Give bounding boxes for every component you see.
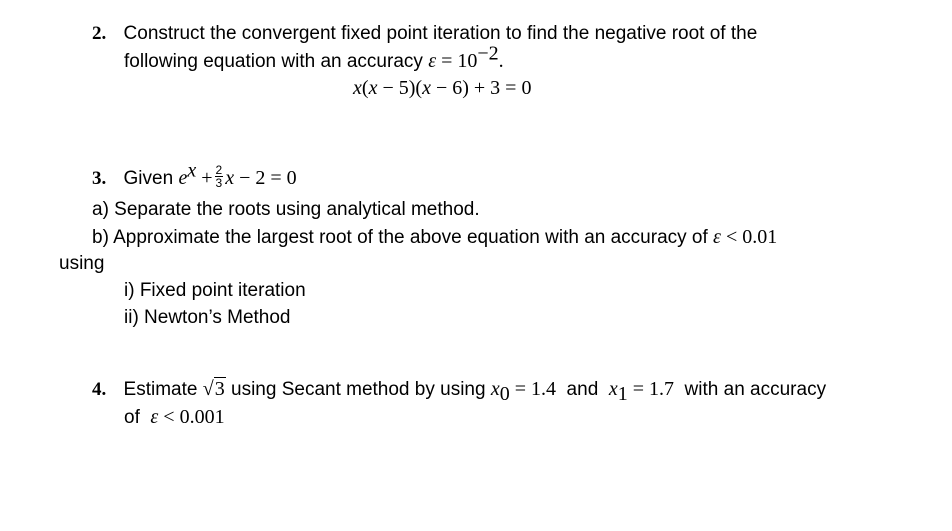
q3-sub-ii: ii) Newton’s Method [124,307,291,328]
q3-part-b-val: < 0.01 [720,226,778,248]
q2-exponent: −2 [477,42,499,65]
frac-denominator: 3 [215,176,223,191]
q4-x0-val: = 1.4 [509,378,556,400]
q2-line1 [92,22,757,46]
q3-fraction [215,164,224,189]
q2-line2 [124,42,504,74]
q4-x1-sub: 1 [617,382,628,405]
q4-and: and [556,379,609,400]
q3-part-b [92,225,777,250]
eq-var: x [368,77,378,99]
q2-text-line1: Construct the convergent fixed point iteration to find the negative root of the [123,23,758,44]
q3-plus: + [196,167,213,189]
frac-numerator: 2 [215,163,223,178]
q3-rest: − 2 = 0 [234,167,297,189]
q4-x1: x [608,378,618,400]
eq-part: − 5)( [377,77,423,99]
q2-epsilon: ε [428,50,437,72]
q3-number: 3. [92,168,107,189]
q2-equation [353,76,531,100]
q3-part-b-eps: ε [713,226,721,248]
q3-part-b-text: b) Approximate the largest root of the above equation with an accuracy of [92,227,714,248]
q4-x1-val: = 1.7 [627,378,674,400]
q3-exp: x [187,159,197,182]
q2-eq: = 10 [436,50,478,72]
q4-number: 4. [92,379,107,400]
q4-eps: ε [150,406,159,428]
q3-using: using [59,253,105,274]
q4-x0-sub: 0 [499,382,510,405]
q4-eps-val: < 0.001 [158,406,225,428]
q2-period: . [498,50,504,72]
eq-part: − 6) + 3 = 0 [430,77,532,99]
q3-given: Given [123,168,179,189]
q3-x: x [225,167,235,189]
q4-line1 [92,377,827,405]
q4-sqrt [203,377,226,401]
sqrt-symbol: √ [202,378,214,400]
eq-paren: ( [361,77,369,99]
q4-text3: with an accuracy [674,379,827,400]
sqrt-argument: 3 [214,378,225,400]
q3-part-a: a) Separate the roots using analytical method. [92,199,480,220]
eq-var: x [353,77,362,99]
q4-x0: x [490,378,500,400]
q4-of: of [124,407,151,428]
q3-e: e [178,167,188,189]
q2-text-line2: following equation with an accuracy [124,51,429,72]
q3-sub-i: i) Fixed point iteration [124,280,306,301]
q4-text1: Estimate [123,379,203,400]
q4-line2 [124,405,225,430]
eq-var: x [422,77,431,99]
q3-line1 [92,159,297,191]
q2-number: 2. [92,23,107,44]
q4-text2: using Secant method by using [225,379,491,400]
